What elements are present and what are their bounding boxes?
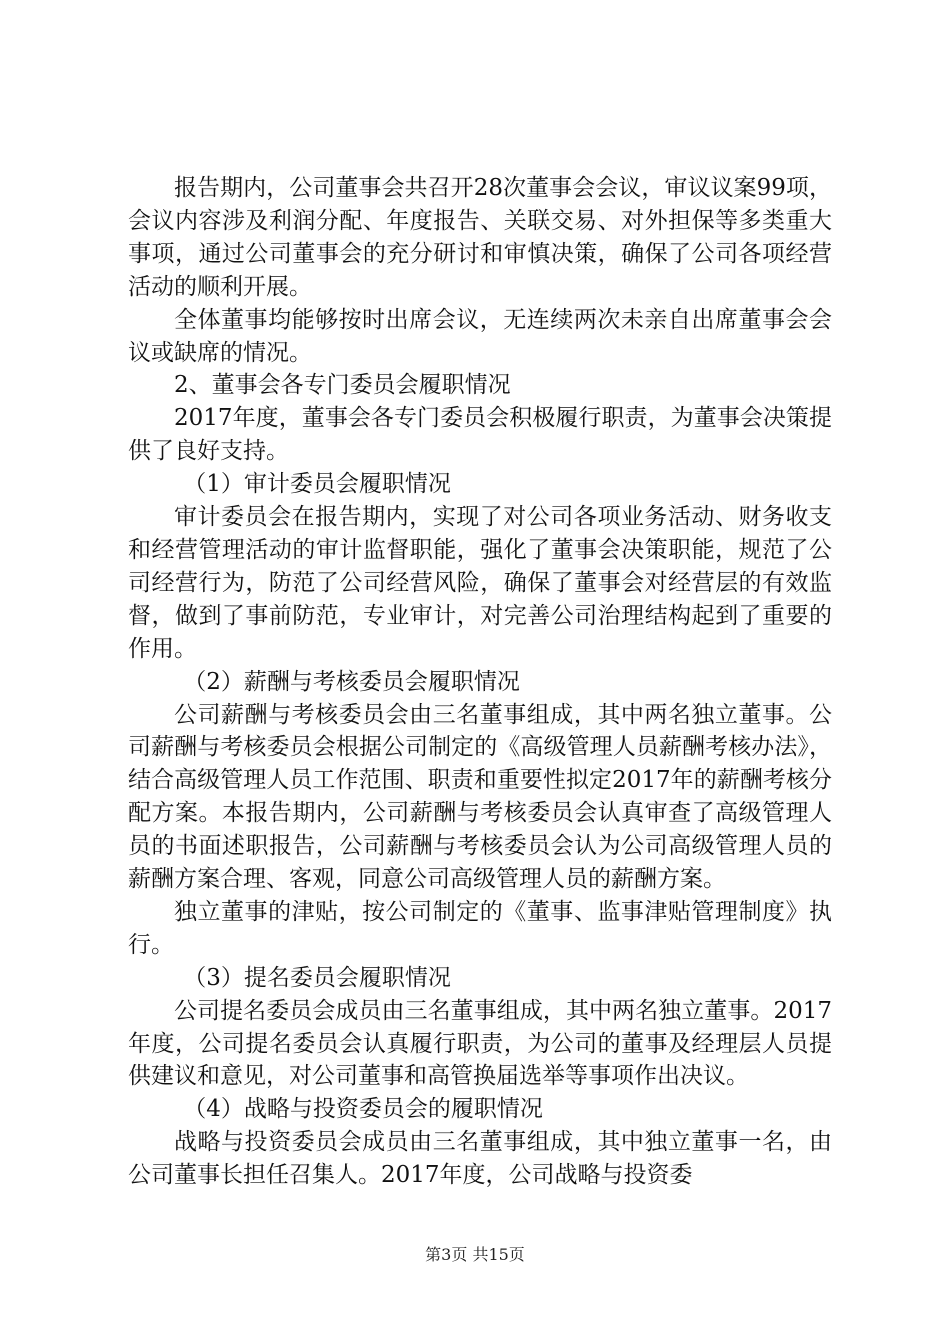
paragraph: 战略与投资委员会成员由三名董事组成，其中独立董事一名，由公司董事长担任召集人。2017年度，公司战略与投资委: [128, 1129, 832, 1189]
subsection-heading: （3）提名委员会履职情况: [183, 964, 451, 991]
paragraph: 报告期内，公司董事会共召开28次董事会会议，审议议案99项，会议内容涉及利润分配、年度报告、关联交易、对外担保等多类重大事项，通过公司董事会的充分研讨和审慎决策，确保了公司各项经营活动的顺利开展。: [128, 175, 832, 300]
subsection-heading: （1）审计委员会履职情况: [183, 471, 451, 498]
paragraph: 2017年度，董事会各专门委员会积极履行职责，为董事会决策提供了良好支持。: [128, 405, 832, 465]
page-footer: [0, 1244, 950, 1266]
paragraph: 公司薪酬与考核委员会由三名董事组成，其中两名独立董事。公司薪酬与考核委员会根据公司制定的《高级管理人员薪酬考核办法》，结合高级管理人员工作范围、职责和重要性拟定2017年的薪酬考核分配方案。本报告期内，公司薪酬与考核委员会认真审查了高级管理人员的书面述职报告，公司薪酬与考核委员会认为公司高级管理人员的薪酬方案合理、客观，同意公司高级管理人员的薪酬方案。: [128, 701, 832, 893]
page-number: 第3页 共15页: [425, 1245, 525, 1264]
subsection-heading: （4）战略与投资委员会的履职情况: [183, 1096, 543, 1123]
subsection-heading: （2）薪酬与考核委员会履职情况: [183, 668, 520, 695]
document-body: [128, 172, 832, 1192]
paragraph: 公司提名委员会成员由三名董事组成，其中两名独立董事。2017年度，公司提名委员会认真履行职责，为公司的董事及经理层人员提供建议和意见，对公司董事和高管换届选举等事项作出决议。: [128, 997, 832, 1090]
paragraph: 全体董事均能够按时出席会议，无连续两次未亲自出席董事会会议或缺席的情况。: [128, 306, 832, 366]
paragraph: 独立董事的津贴，按公司制定的《董事、监事津贴管理制度》执行。: [128, 898, 832, 958]
paragraph: 审计委员会在报告期内，实现了对公司各项业务活动、财务收支和经营管理活动的审计监督职能，强化了董事会决策职能，规范了公司经营行为，防范了公司经营风险，确保了董事会对经营层的有效监督，做到了事前防范，专业审计，对完善公司治理结构起到了重要的作用。: [128, 504, 832, 662]
section-heading: 2、董事会各专门委员会履职情况: [174, 372, 511, 399]
